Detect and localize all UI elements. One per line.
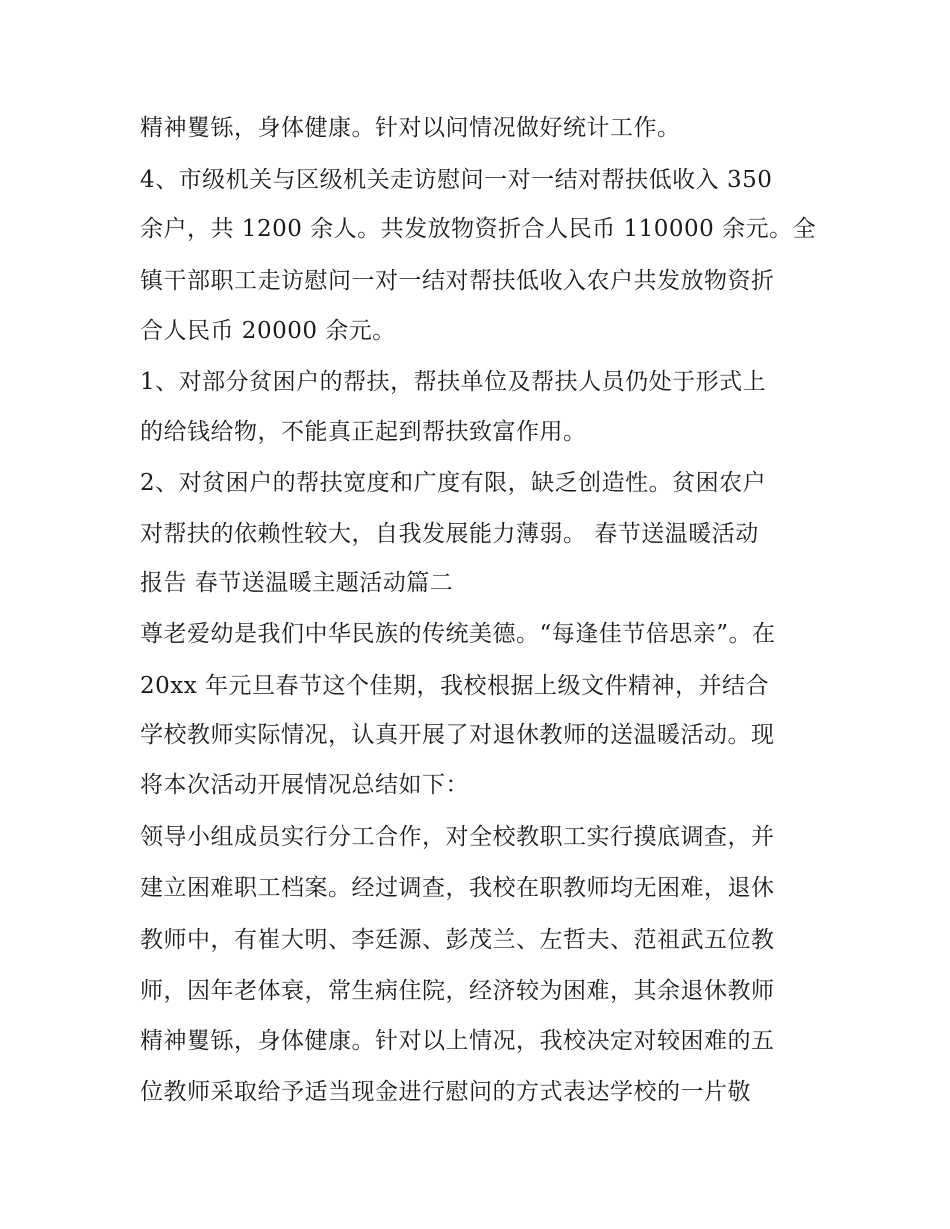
text-line: 4、市级机关与区级机关走访慰问一对一结对帮扶低收入 350 bbox=[140, 167, 773, 193]
text-line: 领导小组成员实行分工合作，对全校教职工实行摸底调查，并 bbox=[140, 824, 775, 850]
text-line: 精神矍铄，身体健康。针对以问情况做好统计工作。 bbox=[140, 115, 681, 141]
text-line: 建立困难职工档案。经过调查，我校在职教师均无困难，退休 bbox=[140, 875, 775, 901]
text-line: 镇干部职工走访慰问一对一结对帮扶低收入农户共发放物资折 bbox=[140, 268, 775, 294]
text-line: 余户，共 1200 余人。共发放物资折合人民币 110000 余元。全 bbox=[140, 216, 817, 242]
text-line: 教师中，有崔大明、李廷源、彭茂兰、左哲夫、范祖武五位教 bbox=[140, 927, 775, 953]
text-line: 报告 春节送温暖主题活动篇二 bbox=[140, 570, 454, 596]
text-line: 位教师采取给予适当现金进行慰问的方式表达学校的一片敬 bbox=[140, 1079, 751, 1105]
text-line: 的给钱给物，不能真正起到帮扶致富作用。 bbox=[140, 419, 587, 445]
text-line: 精神矍铄，身体健康。针对以上情况，我校决定对较困难的五 bbox=[140, 1028, 775, 1054]
text-line: 20xx 年元旦春节这个佳期，我校根据上级文件精神，并结合 bbox=[140, 673, 770, 699]
text-line: 2、对贫困户的帮扶宽度和广度有限，缺乏创造性。贫困农户 bbox=[140, 470, 767, 496]
text-line: 合人民币 20000 余元。 bbox=[140, 318, 396, 344]
text-line: 对帮扶的依赖性较大，自我发展能力薄弱。 春节送温暖活动 bbox=[140, 521, 759, 547]
text-line: 将本次活动开展情况总结如下： bbox=[140, 772, 469, 798]
text-line: 尊老爱幼是我们中华民族的传统美德。“每逢佳节倍思亲”。在 bbox=[140, 621, 776, 647]
text-line: 师，因年老体衰，常生病住院，经济较为困难，其余退休教师 bbox=[140, 978, 775, 1004]
text-line: 学校教师实际情况，认真开展了对退休教师的送温暖活动。现 bbox=[140, 722, 775, 748]
text-line: 1、对部分贫困户的帮扶，帮扶单位及帮扶人员仍处于形式上 bbox=[140, 369, 767, 395]
